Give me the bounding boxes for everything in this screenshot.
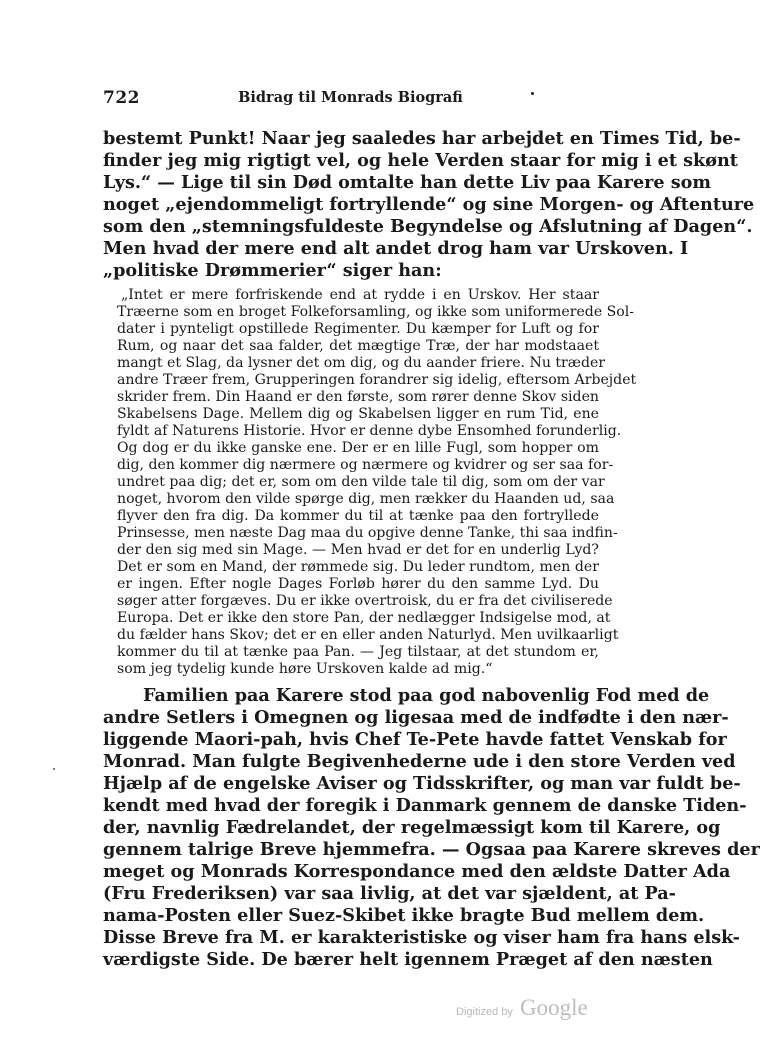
text-line: som den „stemningsfuldeste Begyndelse og Afslutning af Dagen“. [103,216,753,237]
text-line: meget og Monrads Korrespondance med den ældste Datter Ada [103,861,731,882]
page-number: 722 [103,88,140,108]
quote-line: fyldt af Naturens Historie. Hvor er denne dybe Ensomhed forunderlig. [117,423,622,439]
text-line: (Fru Frederiksen) var saa livlig, at det var sjældent, at Pa- [103,883,676,904]
text-line: der, navnlig Fædrelandet, der regelmæssigt kom til Karere, og [103,817,721,838]
text-line: Familien paa Karere stod paa god nabovenlig Fod med de [143,685,710,706]
running-head: Bidrag til Monrads Biografi [238,89,463,106]
text-line: Lys.“ — Lige til sin Død omtalte han dette Liv paa Karere som [103,172,711,193]
text-line: Monrad. Man fulgte Begivenhederne ude i den store Verden ved [103,751,736,772]
quote-line: skrider frem. Din Haand er den første, som rører denne Skov siden [117,389,599,405]
quote-line: „Intet er mere forfriskende end at rydde i en Urskov. Her staar [121,287,599,303]
digitized-by-label: Digitized by [456,1006,513,1018]
text-line: finder jeg mig rigtigt vel, og hele Verden staar for mig i et skønt [103,150,738,171]
text-line: værdigste Side. De bærer helt igennem Præget af den næsten [103,949,713,970]
text-line: liggende Maori-pah, hvis Chef Te-Pete havde fattet Venskab for [103,729,727,750]
text-line: „politiske Drømmerier“ siger han: [103,260,442,281]
quote-line: Europa. Det er ikke den store Pan, der nedlægger Indsigelse mod, at [117,610,611,626]
text-line: gennem talrige Breve hjemmefra. — Ogsaa paa Karere skreves der [103,839,760,860]
page-header [103,88,598,112]
text-line: Disse Breve fra M. er karakteristiske og viser ham fra hans elsk- [103,927,740,948]
digitization-watermark [456,995,596,1025]
quote-line: er ingen. Efter nogle Dages Forløb hører du den samme Lyd. Du [117,576,599,592]
quote-line: Det er som en Mand, der rømmede sig. Du leder rundtom, men der [117,559,599,575]
text-line: noget „ejendommeligt fortryllende“ og sine Morgen- og Aftenture [103,194,755,215]
quote-line: flyver den fra dig. Da kommer du til at tænke paa den fortryllede [117,508,599,524]
quote-line: du fælder hans Skov; det er en eller anden Naturlyd. Men uvilkaarligt [117,627,619,643]
ink-speck [53,768,55,770]
text-line: bestemt Punkt! Naar jeg saaledes har arbejdet en Times Tid, be- [103,128,741,149]
google-logo: Google [519,995,588,1020]
quote-line: kommer du til at tænke paa Pan. — Jeg tilstaar, at det stundom er, [117,644,599,660]
quote-line: som jeg tydelig kunde høre Urskoven kalde ad mig.“ [117,661,493,677]
text-line: andre Setlers i Omegnen og ligesaa med de indfødte i den nær- [103,707,729,728]
quote-line: mangt et Slag, da lysner det om dig, og du aander friere. Nu træder [117,355,606,371]
text-line: Men hvad der mere end alt andet drog ham var Urskoven. I [103,238,689,259]
text-line: Hjælp af de engelske Aviser og Tidsskrifter, og man var fuldt be- [103,773,741,794]
quote-line: Skabelsens Dage. Mellem dig og Skabelsen ligger en rum Tid, ene [117,406,599,422]
text-line: kendt med hvad der foregik i Danmark gennem de danske Tiden- [103,795,747,816]
quote-line: andre Træer frem, Grupperingen forandrer sig idelig, eftersom Arbejdet [117,372,637,388]
quote-line: Og dog er du ikke ganske ene. Der er en lille Fugl, som hopper om [117,440,599,456]
quote-line: dig, den kommer dig nærmere og nærmere og kvidrer og ser saa for- [117,457,614,473]
quote-line: dater i pynteligt opstillede Regimenter. Du kæmper for Luft og for [117,321,599,337]
quote-line: Rum, og naar det saa falder, det mægtige Træ, der har modstaaet [117,338,599,354]
ink-speck [531,92,534,95]
quote-line: undret paa dig; det er, som om den vilde tale til dig, som om der var [117,474,605,490]
text-line: nama-Posten eller Suez-Skibet ikke bragte Bud mellem dem. [103,905,705,926]
quote-line: Prinsesse, men næste Dag maa du opgive denne Tanke, thi saa indfin- [117,525,618,541]
quote-line: Træerne som en broget Folkeforsamling, og ikke som uniformerede Sol- [117,304,635,320]
quote-line: noget, hvorom den vilde spørge dig, men rækker du Haanden ud, saa [117,491,615,507]
quote-line: søger atter forgæves. Du er ikke overtroisk, du er fra det civiliserede [117,593,613,609]
quote-line: der den sig med sin Mage. — Men hvad er det for en underlig Lyd? [117,542,599,558]
